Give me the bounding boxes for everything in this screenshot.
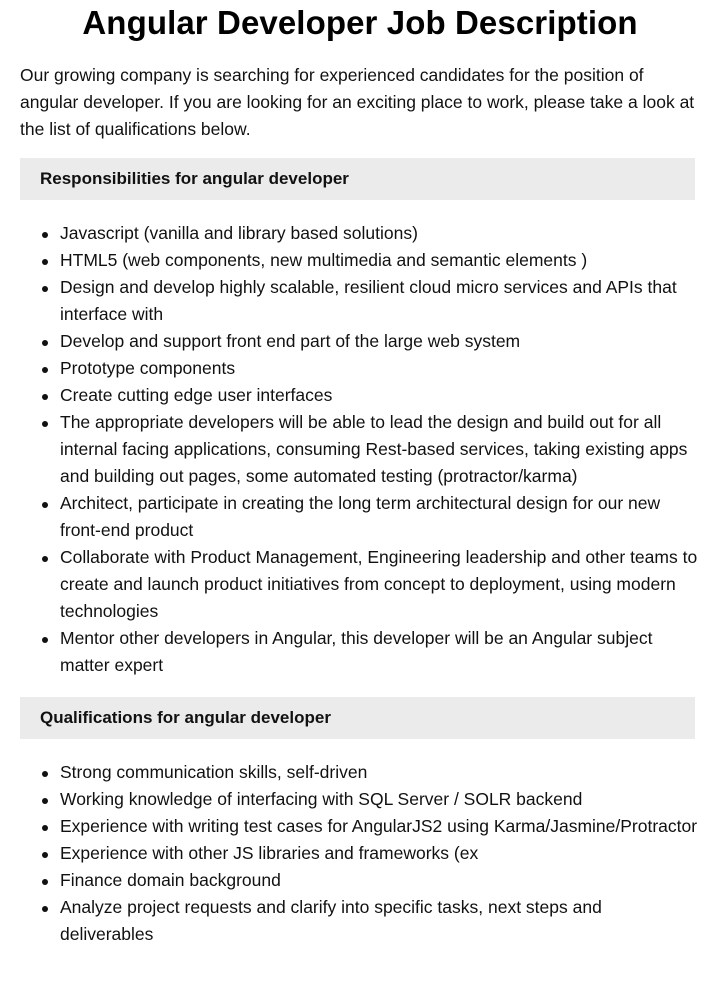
bullet-icon [42, 771, 48, 777]
bullet-icon [42, 879, 48, 885]
list-item: Strong communication skills, self-driven [60, 759, 700, 786]
bullet-icon [42, 637, 48, 643]
list-item: Working knowledge of interfacing with SQL Server / SOLR backend [60, 786, 700, 813]
bullet-icon [42, 906, 48, 912]
bullet-icon [42, 502, 48, 508]
list-item: Create cutting edge user interfaces [60, 382, 700, 409]
bullet-icon [42, 421, 48, 427]
bullet-icon [42, 367, 48, 373]
bullet-icon [42, 852, 48, 858]
bullet-icon [42, 825, 48, 831]
list-item: Experience with other JS libraries and frameworks (ex [60, 840, 700, 867]
list-item: Finance domain background [60, 867, 700, 894]
responsibilities-heading: Responsibilities for angular developer [20, 158, 695, 200]
bullet-icon [42, 232, 48, 238]
list-item: Mentor other developers in Angular, this developer will be an Angular subject matter expert [60, 625, 700, 679]
list-item: Prototype components [60, 355, 700, 382]
page-title: Angular Developer Job Description [82, 4, 638, 41]
bullet-icon [42, 556, 48, 562]
qualifications-heading: Qualifications for angular developer [20, 697, 695, 739]
list-item: Analyze project requests and clarify into specific tasks, next steps and deliverables [60, 894, 700, 948]
list-item: Experience with writing test cases for AngularJS2 using Karma/Jasmine/Protractor [60, 813, 700, 840]
list-item: Architect, participate in creating the long term architectural design for our new front-end product [60, 490, 700, 544]
bullet-icon [42, 340, 48, 346]
list-item: HTML5 (web components, new multimedia and semantic elements ) [60, 247, 700, 274]
list-item: Javascript (vanilla and library based solutions) [60, 220, 700, 247]
list-item: Develop and support front end part of the large web system [60, 328, 700, 355]
list-item: Collaborate with Product Management, Engineering leadership and other teams to create and launch product initiatives from concept to deployment, using modern technologies [60, 544, 700, 625]
bullet-icon [42, 286, 48, 292]
intro-paragraph: Our growing company is searching for experienced candidates for the position of angular developer. If you are looking for an exciting place to work, please take a look at the list of qualifications below. [20, 65, 695, 139]
list-item: The appropriate developers will be able to lead the design and build out for all internal facing applications, consuming Rest-based services, taking existing apps and building out pages, some automated testing (protractor/karma) [60, 409, 700, 490]
responsibilities-list [0, 220, 700, 679]
list-item: Design and develop highly scalable, resilient cloud micro services and APIs that interface with [60, 274, 700, 328]
bullet-icon [42, 798, 48, 804]
bullet-icon [42, 259, 48, 265]
bullet-icon [42, 394, 48, 400]
qualifications-list [0, 759, 700, 948]
